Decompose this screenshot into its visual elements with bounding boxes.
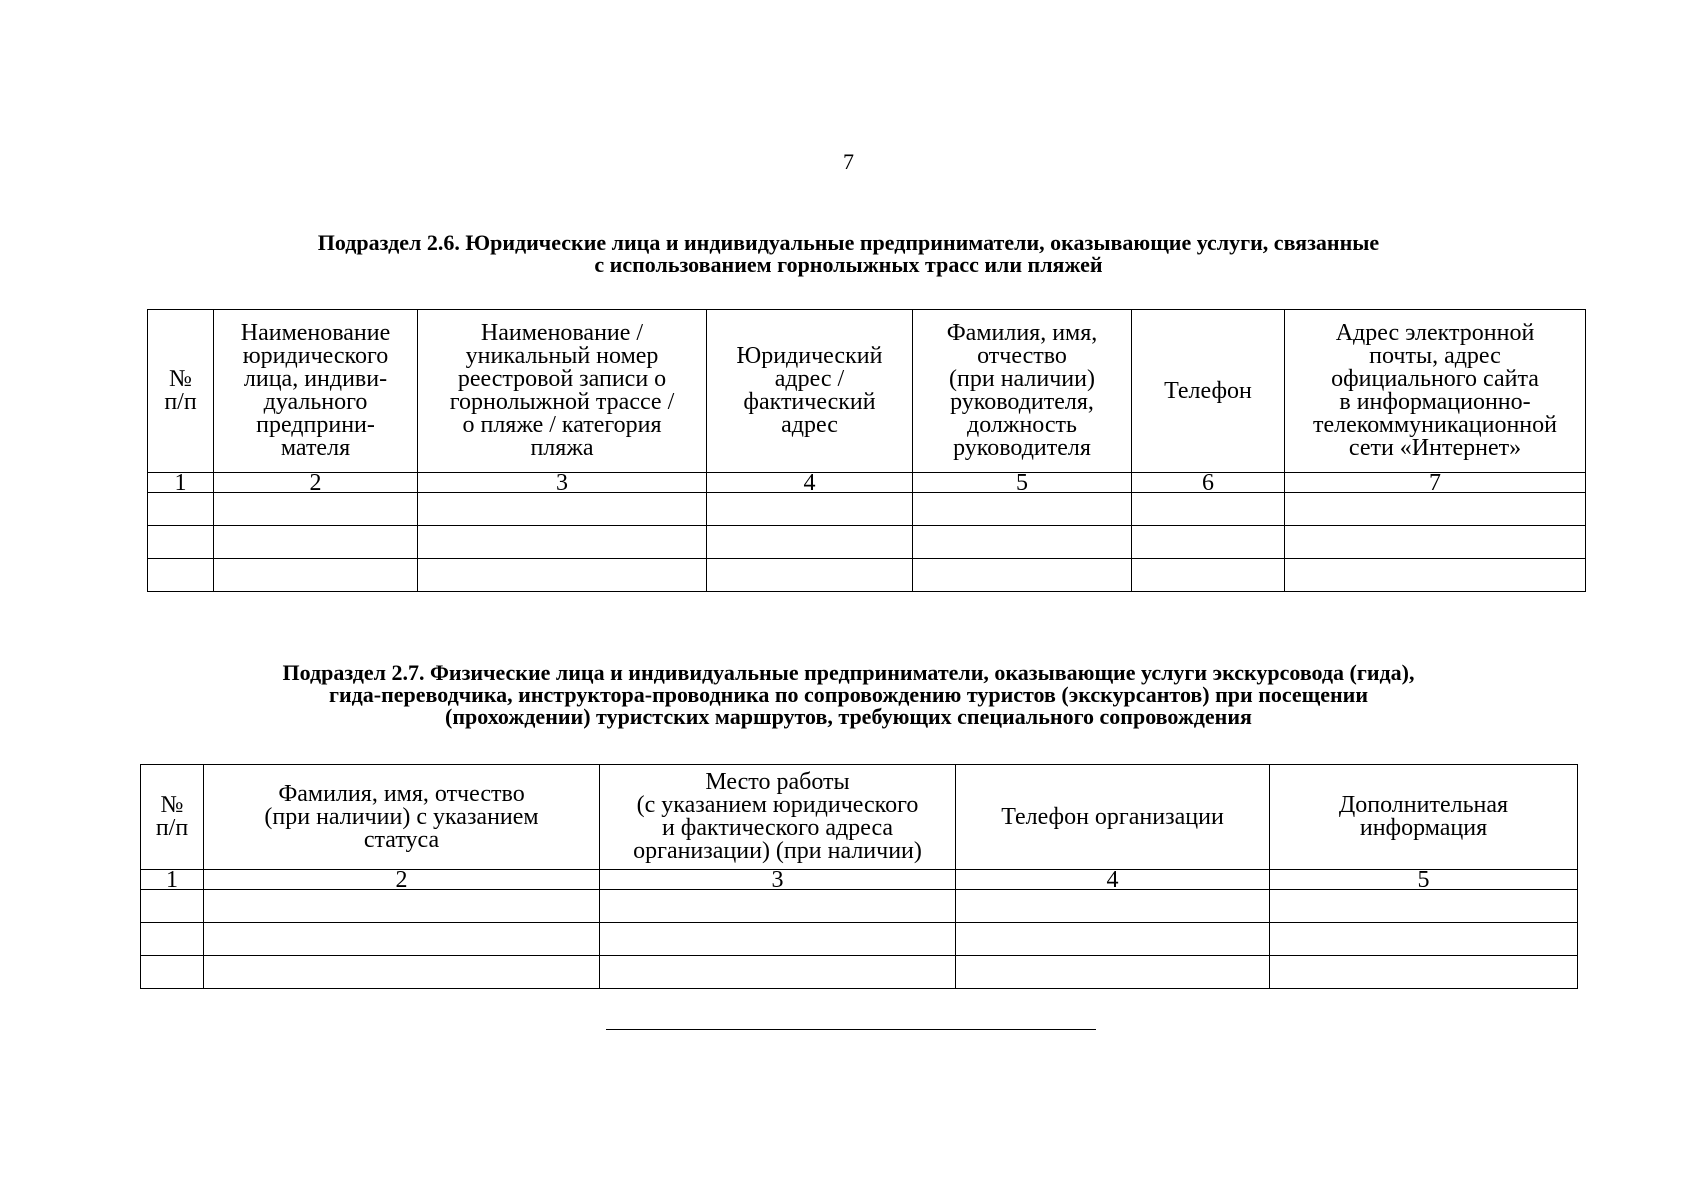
title-line: (прохождении) туристских маршрутов, требующих специального сопровождения <box>445 704 1252 729</box>
header-line: отчество <box>977 343 1067 369</box>
column-number-cell: 6 <box>1132 473 1285 493</box>
table-cell[interactable] <box>148 526 214 559</box>
title-line: Подраздел 2.7. Физические лица и индивидуальные предприниматели, оказывающие услуги экскурсовода (гида), <box>282 660 1415 685</box>
header-line: почты, адрес <box>1369 343 1501 369</box>
table-2-7 <box>140 764 1578 989</box>
header-line: официального сайта <box>1331 366 1539 392</box>
header-line: Место работы <box>705 769 850 795</box>
header-line: организации) (при наличии) <box>633 838 922 864</box>
header-line: Юридический <box>736 343 883 369</box>
section-2-7-title <box>0 662 1697 728</box>
header-line: о пляже / категория <box>462 412 662 438</box>
table-cell[interactable] <box>707 559 913 592</box>
header-cell <box>913 310 1132 473</box>
table-cell[interactable] <box>600 923 956 956</box>
header-cell <box>956 765 1270 870</box>
table-cell[interactable] <box>204 923 600 956</box>
header-line: № <box>160 792 184 818</box>
header-line: и фактического адреса <box>661 815 894 841</box>
table-cell[interactable] <box>707 493 913 526</box>
table-cell[interactable] <box>707 526 913 559</box>
table-cell[interactable] <box>418 526 707 559</box>
header-line: № <box>169 366 192 392</box>
table-cell[interactable] <box>956 923 1270 956</box>
table-cell[interactable] <box>204 890 600 923</box>
header-line: горнолыжной трассе / <box>449 389 675 415</box>
header-line: (с указанием юридического <box>636 792 919 818</box>
header-row <box>148 310 1586 473</box>
header-cell <box>418 310 707 473</box>
header-cell <box>1132 310 1285 473</box>
header-row <box>141 765 1578 870</box>
table-cell[interactable] <box>141 923 204 956</box>
header-line: фактический <box>743 389 876 415</box>
column-number-cell: 3 <box>418 473 707 493</box>
header-line: реестровой записи о <box>457 366 667 392</box>
header-cell <box>214 310 418 473</box>
header-line: Телефон <box>1164 377 1252 404</box>
column-number-cell: 2 <box>214 473 418 493</box>
table-2-6 <box>147 309 1586 592</box>
header-line: Наименование / <box>480 320 644 346</box>
table-cell[interactable] <box>1285 559 1586 592</box>
footer-rule <box>606 1029 1096 1030</box>
column-number-cell: 3 <box>600 870 956 890</box>
header-line: п/п <box>155 815 189 841</box>
header-line: юридического <box>242 343 389 369</box>
empty-table-row <box>141 890 1578 923</box>
table-cell[interactable] <box>600 890 956 923</box>
header-line: предприни- <box>256 412 375 438</box>
table-cell[interactable] <box>204 956 600 989</box>
header-line: адрес <box>781 412 838 438</box>
header-cell <box>141 765 204 870</box>
header-line: статуса <box>363 826 440 853</box>
header-line: Телефон организации <box>1001 803 1224 830</box>
column-number-cell: 7 <box>1285 473 1586 493</box>
table-cell[interactable] <box>1285 526 1586 559</box>
header-cell <box>600 765 956 870</box>
table-cell[interactable] <box>913 526 1132 559</box>
empty-table-row <box>141 956 1578 989</box>
table-cell[interactable] <box>141 956 204 989</box>
header-line: (при наличии) <box>949 366 1095 392</box>
column-number-cell: 5 <box>913 473 1132 493</box>
header-line: руководителя, <box>950 389 1094 415</box>
header-cell <box>204 765 600 870</box>
header-line: в информационно- <box>1339 389 1531 415</box>
header-line: адрес / <box>774 366 845 392</box>
header-line: Фамилия, имя, <box>946 320 1098 346</box>
table-cell[interactable] <box>956 890 1270 923</box>
header-line: Адрес электронной <box>1335 320 1535 346</box>
header-line: п/п <box>164 389 197 415</box>
header-cell <box>1270 765 1578 870</box>
table-cell[interactable] <box>1270 956 1578 989</box>
empty-table-row <box>148 526 1586 559</box>
title-line: Подраздел 2.6. Юридические лица и индивидуальные предприниматели, оказывающие услуги, связанные <box>317 230 1380 255</box>
column-number-cell: 4 <box>707 473 913 493</box>
table-cell[interactable] <box>148 493 214 526</box>
column-number-cell: 5 <box>1270 870 1578 890</box>
table-cell[interactable] <box>956 956 1270 989</box>
empty-table-row <box>148 493 1586 526</box>
header-line: информация <box>1359 815 1488 841</box>
header-line: уникальный номер <box>465 343 659 369</box>
table-cell[interactable] <box>1132 493 1285 526</box>
header-line: пляжа <box>530 435 594 461</box>
header-line: лица, индиви- <box>243 366 388 392</box>
column-number-row <box>141 870 1578 890</box>
table-cell[interactable] <box>214 526 418 559</box>
column-number-cell: 2 <box>204 870 600 890</box>
header-line: руководителя <box>953 435 1091 461</box>
table-cell[interactable] <box>148 559 214 592</box>
empty-table-row <box>141 923 1578 956</box>
table-cell[interactable] <box>913 559 1132 592</box>
header-line: телекоммуникационной <box>1313 412 1557 438</box>
table-cell[interactable] <box>1270 923 1578 956</box>
table-cell[interactable] <box>214 559 418 592</box>
table-cell[interactable] <box>1132 559 1285 592</box>
header-line: (при наличии) с указанием <box>264 803 539 830</box>
header-line: мателя <box>280 435 351 461</box>
table-cell[interactable] <box>1285 493 1586 526</box>
column-number-row <box>148 473 1586 493</box>
title-line: с использованием горнолыжных трасс или пляжей <box>594 252 1103 277</box>
column-number-cell: 1 <box>148 473 214 493</box>
header-line: дуального <box>263 389 368 415</box>
table-cell[interactable] <box>1270 890 1578 923</box>
section-2-6-title <box>0 232 1697 276</box>
column-number-cell: 1 <box>141 870 204 890</box>
empty-table-row <box>148 559 1586 592</box>
table-cell[interactable] <box>913 493 1132 526</box>
column-number-cell: 4 <box>956 870 1270 890</box>
title-line: гида-переводчика, инструктора-проводника по сопровождению туристов (экскурсантов) при посещении <box>328 682 1369 707</box>
table-cell[interactable] <box>418 559 707 592</box>
header-line: Дополнительная <box>1338 792 1509 818</box>
table-cell[interactable] <box>1132 526 1285 559</box>
header-cell <box>148 310 214 473</box>
header-line: должность <box>967 412 1077 438</box>
header-line: Фамилия, имя, отчество <box>278 780 525 807</box>
header-cell <box>1285 310 1586 473</box>
table-cell[interactable] <box>418 493 707 526</box>
header-line: сети «Интернет» <box>1348 435 1522 461</box>
table-cell[interactable] <box>214 493 418 526</box>
header-line: Наименование <box>240 320 391 346</box>
table-cell[interactable] <box>600 956 956 989</box>
table-cell[interactable] <box>141 890 204 923</box>
page-number: 7 <box>843 149 854 174</box>
header-cell <box>707 310 913 473</box>
